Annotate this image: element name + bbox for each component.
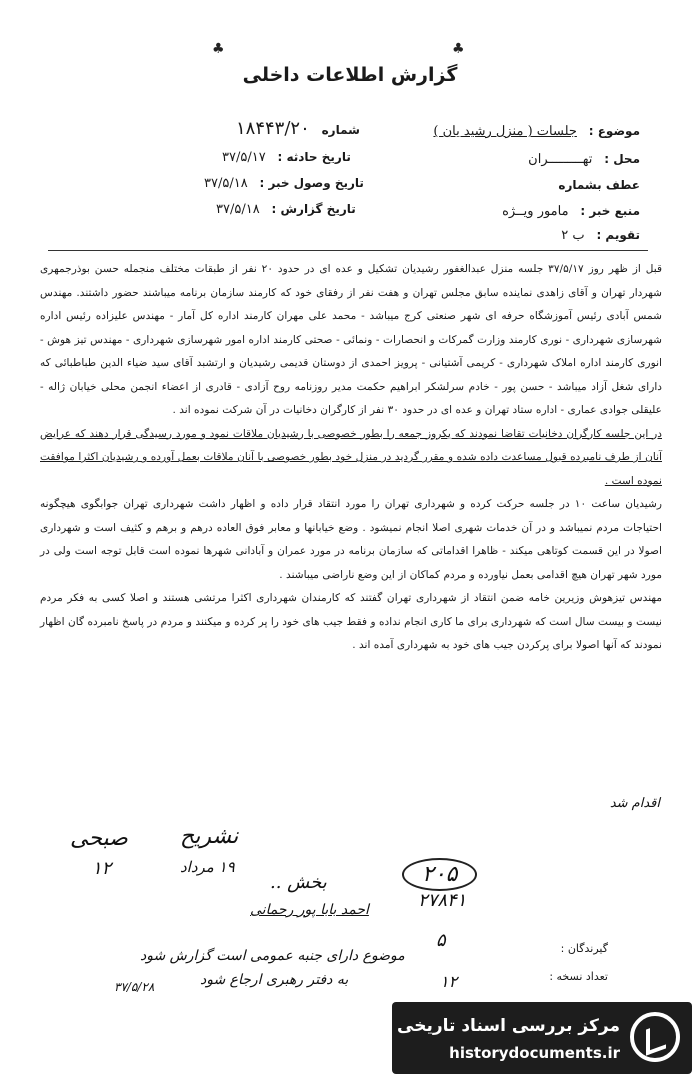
watermark-box bbox=[392, 1002, 692, 1074]
paragraph-4: مهندس تیزهوش وزیرین خامه ضمن انتقاد از شهرداری تهران گفتند که کارمندان شهرداری اکثرا مرتشی هستند و اصلا کسی به فکر مردم نیست و بیست سال است که شهرداری برای ما کاری انجام نداده و فقط جیب های خود را پر کرده و میکنند و مردم در پاسخ نامبرده گان اظهار نمودند که آنها اصولا برای پرکردن جیب های خود به شهرداری آمده اند . bbox=[40, 592, 662, 651]
paragraph-1: قبل از ظهر روز ۳۷/۵/۱۷ جلسه منزل عبدالغفور رشیدیان تشکیل و عده ای در حدود ۲۰ نفر از طبقات مختلف منجمله حسن بوذرجمهری شهردار تهران و آقای زاهدی نماینده سابق مجلس تهران و هفت نفر از رفقای خود که کارمند سازمان برنامه میباشند حضور داشتند. مهندس شمس آبادی رئیس آموزشگاه حرفه ای شهر صنعتی کرج میباشد - محمد علی مهران کارمند اداره کل آمار - مهندس علیزاده رئیس اداره شهرسازی شهرداری - نوری کارمند وزارت گمرکات و انحصارات - ونمائی - صحتی کارمند اداره امور شهرسازی شهرداری - مهندس تیز هوش - انوری کارمند اداره املاک شهرداری - کریمی آشتیانی - پرویز احمدی از دوستان قدیمی رشیدیان و ارتشبد آقای سید ضیاء الدین طباطبائی که دارای شغل آزاد میباشد - حسن پور - خادم سرلشکر ابراهیم حکمت مدیر روزنامه روح آزادی - قادری از اعضاء انجمن محلی خیابان ژاله - علیقلی جوادی عماری - اداره ستاد تهران و عده ای در حدود ۳۰ نفر از کارگران دخانیات در آن شرکت نموده اند . bbox=[40, 263, 663, 416]
archive-logo-icon bbox=[630, 1012, 680, 1062]
receipt-date-row bbox=[204, 176, 364, 191]
event-date-label: تاریخ حادثه : bbox=[277, 150, 351, 164]
copies-value: ۵ bbox=[436, 930, 446, 951]
event-date-value: ۳۷/۵/۱۷ bbox=[222, 150, 266, 165]
signature-3-note: احمد بابا پور رحمانی bbox=[250, 902, 369, 918]
signature-3: بخش .. bbox=[270, 872, 327, 893]
stamp-number: ۲۰۵ bbox=[402, 858, 477, 891]
number-row bbox=[236, 118, 360, 139]
subject-row bbox=[433, 124, 640, 139]
margin-note: اقدام شد bbox=[609, 796, 660, 811]
report-body bbox=[40, 258, 662, 658]
evaluation-value: ب ۲ bbox=[561, 228, 585, 243]
number-label: شماره bbox=[321, 123, 360, 137]
source-label: منبع خبر : bbox=[580, 204, 640, 218]
evaluation-row bbox=[561, 228, 640, 243]
stamp-number-2: ۲۷۸۴۱ bbox=[418, 890, 467, 911]
receivers-label: گیرندگان : bbox=[560, 942, 608, 955]
evaluation-label: تقویم : bbox=[596, 228, 640, 242]
receiver-number-note: ۱۲ bbox=[440, 972, 458, 991]
watermark-name: مرکز بررسی اسناد تاریخی bbox=[397, 1016, 620, 1036]
source-row bbox=[502, 204, 640, 219]
subject-label: موضوع : bbox=[588, 124, 640, 138]
paragraph-3: رشیدیان ساعت ۱۰ در جلسه حرکت کرده و شهرداری تهران را مورد انتقاد قرار داده و اظهار داشت شهرداری تهران جوابگوی هیچگونه احتیاجات مردم نمیباشد و در آن خدمات شهری اصلا انجام نمیشود . وضع خیابانها و معابر فوق العاده درهم و برهم و کثیف است و شهرداری اصولا در این قسمت کوتاهی میکند - ظاهرا اقداماتی که سازمان برنامه در مورد عمران و آبادانی شهرها نموده است قابل توجه است ولی در مورد شهر تهران هیچ اقدامی بعمل نیاورده و مردم کماکان از این وضع ناراضی میباشند . bbox=[40, 498, 662, 581]
receipt-date-label: تاریخ وصول خبر : bbox=[259, 176, 364, 190]
watermark-url: historydocuments.ir bbox=[449, 1044, 620, 1062]
handwritten-note: موضوع دارای جنبه عمومی است گزارش شود bbox=[140, 948, 405, 964]
place-label: محل : bbox=[604, 152, 640, 166]
punch-mark-right bbox=[452, 38, 464, 52]
place-row bbox=[528, 152, 640, 167]
header-divider bbox=[48, 250, 648, 251]
subject-value: جلسات ( منزل رشید یان ) bbox=[433, 124, 577, 139]
signature-1-date: ۱۲ bbox=[92, 858, 112, 879]
copies-label: تعداد نسخه : bbox=[549, 970, 608, 983]
number-value: ۱۸۴۴۳/۲۰ bbox=[236, 118, 310, 139]
event-date-row bbox=[222, 150, 351, 165]
signature-1: صبحی bbox=[70, 826, 128, 851]
paragraph-2: در این جلسه کارگران دخانیات تقاضا نمودند که یکروز جمعه را بطور خصوصی با رشیدیان ملاقات نمود و مورد رسیدگی قرار دهند که عرایض آنان از طرف نامبرده قبول مساعدت داده شده و مقرر گردید در منزل خود بطور خصوصی با آنان ملاقات بعمل آورده و رشیدیان اکثرا موافقت نموده است . bbox=[40, 427, 662, 487]
date-note: ۳۷/۵/۲۸ bbox=[114, 980, 155, 994]
punch-mark-left bbox=[212, 38, 224, 52]
handwritten-note-2: به دفتر رهبری ارجاع شود bbox=[200, 972, 349, 988]
report-date-row bbox=[216, 202, 356, 217]
report-title: گزارش اطلاعات داخلی bbox=[242, 64, 458, 86]
signature-2-date: ۱۹ مرداد bbox=[180, 858, 235, 876]
report-date-value: ۳۷/۵/۱۸ bbox=[216, 202, 260, 217]
source-value: مامور ویــژه bbox=[502, 204, 569, 219]
place-value: تهـــــــــران bbox=[528, 152, 593, 167]
ref-label: عطف بشماره bbox=[558, 178, 640, 192]
report-date-label: تاریخ گزارش : bbox=[271, 202, 356, 216]
signature-2: نشریح bbox=[180, 824, 239, 849]
receipt-date-value: ۳۷/۵/۱۸ bbox=[204, 176, 248, 191]
ref-row bbox=[550, 178, 640, 192]
